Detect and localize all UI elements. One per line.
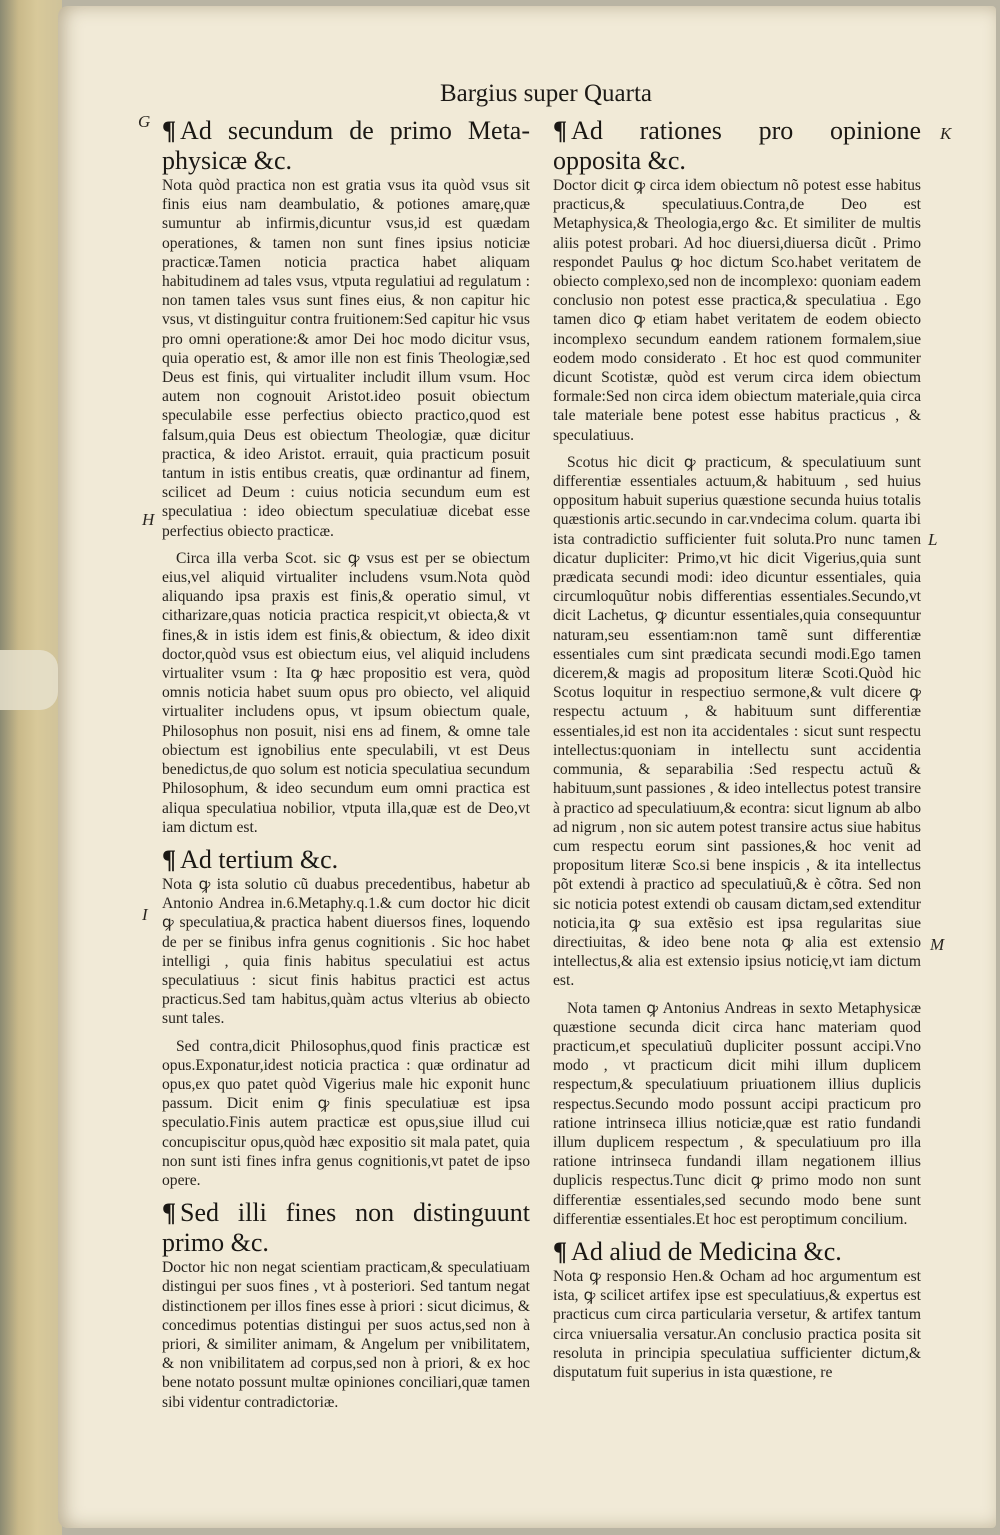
section-text: Circa illa verba Scot. sic ꝙ vsus est per se obiectum eius,vel aliquid virtualiter includens vsum.Nota quòd aliquando ipsa praxis est finis,& operatio simul, vt citharizare,quas noticia practica respicit,vt obiecta,& vt fines,& in istis idem est finis,& obiectum, & ideo dixit doctor,quòd vsus est obiectum eius, vel aliquid includens virtualiter vsum : Ita ꝙ hæc propositio est vera, quòd omnis noticia habet suum opus pro obiecto, vel aliquid virtualiter includens opus, vt ipsum obiectum quale, Philosophus non posuit, nisi ens ad finem, & omne tale obiectum est ignobilius ente speculabili, vt est Deus benedictus,de quo solum est noticia speculatiua secundum Philosophum, & ideo secundum eum omni practica est aliqua speculatiua nobilior, vtputa illa,quæ est de Deo,vt iam dictum est. <box>162 549 530 836</box>
section-ad-secundum <box>162 116 530 541</box>
section-sed-illi-fines <box>162 1198 530 1412</box>
section-text: Scotus hic dicit ꝙ practicum, & speculatiuum sunt differentiæ essentiales actuum,& habituum , sed huius oppositum habuit superius quæstione secunda huius totalis quæstionis artic.secundo in car.vndecima colum. quarta ibi ista contradictio sufficienter fuit soluta.Pro nunc tamen dicatur dupliciter: Primo,vt hic dicit Vigerius,quia sunt prædicata secundi modi: ideo dicuntur essentiales, quia circumloquũtur nobis differentias essentiales.Secundo,vt dicit Lachetus, ꝙ dicuntur essentiales,quia consequuntur naturam,seu essentiam:non tamẽ sunt differentiæ essentiales cum sint prædicata secundi modi.Ego tamen dicerem,& magis ad propositum literæ Scoti.Quòd hic Scotus loquitur in respectiuo sermone,& vult dicere ꝙ respectu actuum , & habituum sunt differentiæ essentiales,id est non ita accidentales : sicut sunt respectu intellectus:quoniam in intellectu sunt accidentia communia, & separabilia :Sed respectu actuũ & habituum,sunt passiones , & ideo intellectus potest transire à practico ad speculatiuum,& econtra: sicut lignum ab albo ad nigrum , non sic autem potest transire actus siue habitus cum respectu eorum sint passiones,& hoc venit ad propositum literæ Sco.si bene inspicis , & ita intellectus põt extendi à practico ad speculatiuũ,& è cõtra. Sed non sic noticia potest extendi ob causam dictam,sed extenditur noticia,ita ꝙ sua extẽsio est ipsa regularitas siue directiuitas, & ideo bene nota ꝙ alia est extensio intellectus,& alia est extensio ipsius noticię,vt iam dictum est. <box>553 453 921 990</box>
book-binding-edge <box>0 0 62 1535</box>
pilcrow-icon: ¶ <box>162 116 177 145</box>
margin-letter-k: K <box>940 124 952 143</box>
section-heading: Ad aliud de Medicina &c. <box>571 1236 842 1266</box>
section-heading: Sed illi fines non distinguunt primo &c. <box>162 1198 530 1258</box>
section-heading: Ad rationes pro opinione opposita &c. <box>553 116 921 175</box>
margin-letter-m: M <box>930 935 945 954</box>
section-nota-tamen <box>553 999 921 1229</box>
margin-letter-l: L <box>928 530 938 549</box>
section-text: Nota quòd practica non est gratia vsus ita quòd vsus sit finis eius nam deambulatio, & potiones amarę,quæ sumuntur ab infirmis,dicuntur vsus,id est quædam operationes, & tamen non sunt fines ipsius noticiæ practicæ.Tamen noticia practica habet aliquam habitudinem ad tales vsus, vtputa regulatiui ad regulatum : non tamen tales vsus sunt fines eius, & non capitur hic vsus, vt distinguitur contra fruitionem:Sed capitur hic vsus pro omni operatione:& amor Dei hoc modo dicitur vsus, quia operatio est, & amor ille non est finis Theologiæ,sed Deus est finis, qui virtualiter includit illum vsum. Hoc autem non cognouit Aristot.ideo posuit obiectum speculabile esse perfectius obiecto practico,quod est falsum,quia Deus est obiectum Theologiæ, quæ dicitur practica, & ideo Aristot. errauit, quia practicum posuit tantum in istis entibus creatis, quæ ordinantur ad finem, scilicet ad Deum : cuius noticia secundum eum est speculatiua : ideo obiectum speculatiuæ dicebat esse perfectius obiecto practicæ. <box>162 177 530 540</box>
running-header: Bargius super Quarta <box>440 80 652 107</box>
section-text: Nota ꝙ ista solutio cũ duabus precedentibus, habetur ab Antonio Andrea in.6.Metaphy.q.1.& cum doctor hic dicit ꝙ speculatiua,& practica habent diuersos fines, loquendo de per se finibus infra genus cognitionis . Sic hoc habet intelligi , quia finis habitus speculatiui est actus speculatiuus : sicut finis habitus practici est actus practicus.Sed tam habitus,quàm actus vlterius ab obiecto sunt tales. <box>162 875 530 1028</box>
pilcrow-icon: ¶ <box>162 1198 177 1228</box>
section-ad-aliud-de-medicina <box>553 1237 921 1382</box>
section-text: Sed contra,dicit Philosophus,quod finis practicæ est opus.Exponatur,idest noticia practica : quæ ordinatur ad opus,ex quo patet quòd Vigerius male hic exponit hunc passum. Dicit enim ꝙ finis speculatiuæ est ipsa speculatio.Finis autem practicæ est opus,siue illud cui concupiscitur opus,quòd hæc expositio sit mala patet, quia non sunt isti fines infra genus cognitionis,vt patet de ipso opere. <box>162 1037 530 1189</box>
right-column <box>553 116 921 1390</box>
pilcrow-icon: ¶ <box>162 844 177 874</box>
left-column <box>162 116 530 1420</box>
margin-letter-g: G <box>138 112 151 131</box>
section-circa-illa-verba <box>162 549 530 837</box>
section-heading: Ad tertium &c. <box>180 844 339 874</box>
section-scotus-hic-dicit <box>553 453 921 991</box>
pilcrow-icon: ¶ <box>553 116 568 145</box>
section-heading: Ad secundum de primo Meta-physicæ &c. <box>162 116 530 175</box>
section-text: Nota ꝙ responsio Hen.& Ocham ad hoc argumentum est ista, ꝙ scilicet artifex ipse est speculatiuus,& expertus est practicus cum circa particularia versetur, & artifex tantum circa vniuersalia versatur.An conclusio practica posita sit resoluta in principia speculatiua sufficienter dictum,& disputatum fuit superius in ista quæstione, re <box>553 1267 921 1381</box>
pilcrow-icon: ¶ <box>553 1236 568 1266</box>
margin-letter-i: I <box>142 905 148 924</box>
section-text: Doctor dicit ꝙ circa idem obiectum nõ potest esse habitus practicus,& speculatiuus.Contra,de Deo est Metaphysica,& Theologia,ergo &c. Et similiter de multis aliis potest probari. Ad hoc diuersi,diuersa dicũt . Primo respondet Paulus ꝙ hoc dictum Sco.habet veritatem de obiecto complexo,sed non de incomplexo: quoniam eadem conclusio non potest esse practica,& speculatiua . Ego tamen dico ꝙ etiam habet veritatem de eodem obiecto incomplexo secundum eandem rationem formalem,siue eodem modo considerato . Et hoc est quod communiter dicunt Scotistæ, quòd est verum circa idem obiectum formale:Sed non circa idem obiectum materiale,quia circa tale materiale bene potest esse habitus practicus , & speculatiuus. <box>553 177 921 444</box>
section-sed-contra <box>162 1037 530 1191</box>
section-ad-tertium <box>162 845 530 1029</box>
section-text: Nota tamen ꝙ Antonius Andreas in sexto Metaphysicæ quæstione secunda dicit circa hanc materiam quod practicum,et speculatiuũ dupliciter possunt accipi.Vno modo , vt practicum dicit mihi illum duplicem respectum,& speculatiuum priuationem illius duplicis respectus.Secundo modo possunt accipi practicum pro ratione intrinseca illius noticiæ,quæ est ratio fundandi illum duplicem respectum , & speculatiuum pro illa ratione intrinseca fundandi illam negationem illius duplicis respectus.Tunc dicit ꝙ primo modo non sunt differentiæ essentiales,sed secundo modo bene sunt differentiæ essentiales.Et hoc est peroptimum concilium. <box>553 999 921 1228</box>
margin-letter-h: H <box>142 510 155 529</box>
page-marker-tab <box>0 650 58 710</box>
section-text: Doctor hic non negat scientiam practicam,& speculatiuam distingui per suos fines , vt à posteriori. Sed tantum negat distinctionem per illos fines esse à priori : sicut dicimus, & concedimus potentias distingui per suos actus,sed non à priori, & similiter animam, & Angelum per vnibilitatem, & non vnibilitatem ad corpus,sed non à priori, & ex hoc bene notato possunt multæ opiniones conciliari,quæ tamen sibi videntur contradictoriæ. <box>162 1259 530 1411</box>
section-ad-rationes <box>553 116 921 445</box>
